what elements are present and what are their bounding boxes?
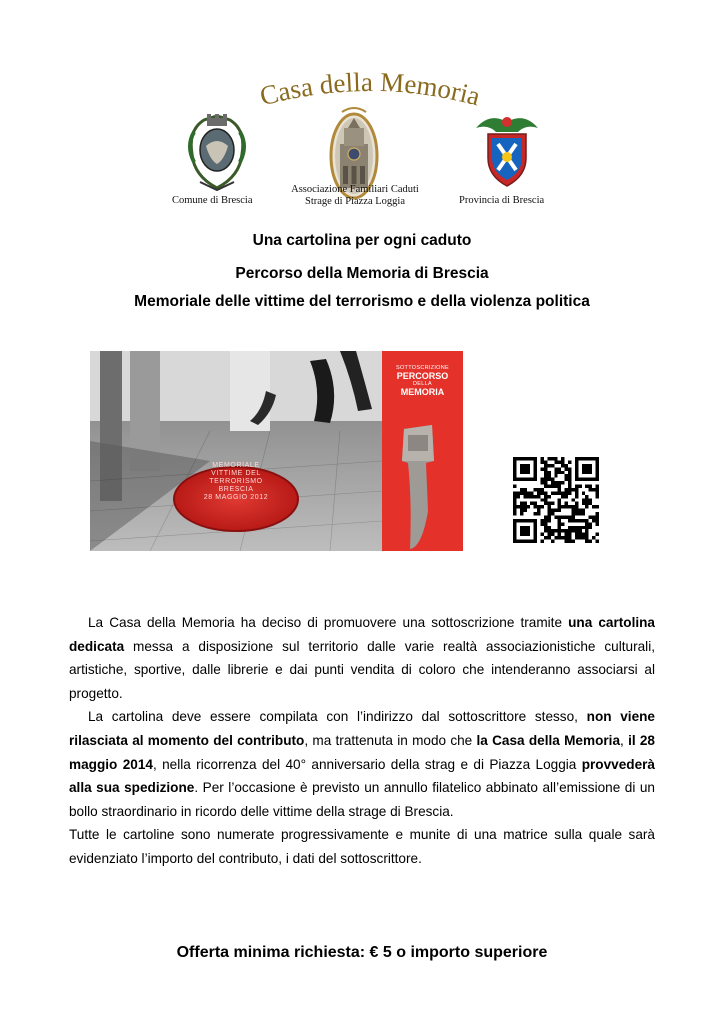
plaque-line: 28 MAGGIO 2012 [203, 494, 269, 501]
text-run: La cartolina deve essere compilata con l’indirizzo dal sottoscrittore stesso, [88, 709, 587, 725]
postcard-image [382, 351, 463, 551]
plaque-line: MEMORIALE [212, 462, 260, 469]
provincia-di-brescia-crest-icon [470, 110, 544, 190]
card-big-text: MEMORIA [400, 387, 445, 397]
plaque-line: TERRORISMO [209, 478, 263, 485]
text-run: , nella ricorrenza del 40° anniversario della strag e di Piazza Loggia [152, 756, 582, 772]
card-small-text: SOTTOSCRIZIONE [396, 365, 449, 371]
qr-code-icon [513, 457, 599, 543]
bold-text-run: una cartolina dedicata [69, 615, 655, 654]
text-run: La Casa della Memoria ha deciso di promuovere una sottoscrizione tramite [88, 615, 569, 630]
plaque-line: BRESCIA [218, 486, 254, 493]
paragraph-3: Tutte le cartoline sono numerate progressivamente e munite di una matrice sulla quale sarà evidenziato l’importo del contributo, i dati del sottoscrittore. [69, 827, 655, 866]
letterhead [170, 64, 560, 214]
plaque-line: VITTIME DEL [211, 470, 261, 477]
postcard-title [382, 365, 463, 397]
bold-text-run: il 28 maggio 2014 [69, 732, 655, 772]
bold-text-run: provvederà alla sua spedizione [69, 756, 655, 796]
comune-caption: Comune di Brescia [172, 195, 253, 206]
paragraph-1 [69, 611, 655, 705]
brand-title: Casa della Memoria [256, 66, 484, 112]
text-run: messa a disposizione sul territorio dalle varie realtà associazionistiche culturali, artistiche, sportive, dalle librerie e dai punti vendita di coloro che intenderanno associarsi al progetto. [69, 638, 655, 701]
minimum-offer: Offerta minima richiesta: € 5 o importo superiore [176, 944, 548, 961]
text-run: , ma trattenuta in modo che [304, 732, 477, 748]
association-line-2: Strage di Piazza Loggia [304, 196, 405, 207]
title-line-2: Percorso della Memoria di Brescia [235, 265, 489, 282]
bold-text-run: la Casa della Memoria [476, 732, 621, 748]
bold-text-run: non viene rilasciata al momento del contributo [69, 709, 655, 748]
body-text [69, 611, 655, 871]
association-caption [280, 184, 430, 208]
card-big-text: PERCORSO [396, 371, 449, 381]
title-line-1: Una cartolina per ogni caduto [252, 232, 472, 249]
provincia-caption: Provincia di Brescia [459, 195, 545, 206]
text-run: . Per l’occasione è previsto un annullo filatelico abbinato all’emissione di un bollo straordinario in ricordo delle vittime della strage di Brescia. [69, 780, 655, 819]
memorial-plaque-text [181, 462, 291, 502]
memorial-photo [90, 351, 382, 551]
card-small-text: DELLA [413, 381, 432, 387]
title-line-3: Memoriale delle vittime del terrorismo e della violenza politica [134, 293, 590, 310]
association-line-1: Associazione Familiari Caduti [291, 184, 419, 195]
comune-di-brescia-crest-icon [182, 110, 252, 194]
text-run: , [620, 732, 629, 748]
paragraph-2 [69, 705, 655, 823]
